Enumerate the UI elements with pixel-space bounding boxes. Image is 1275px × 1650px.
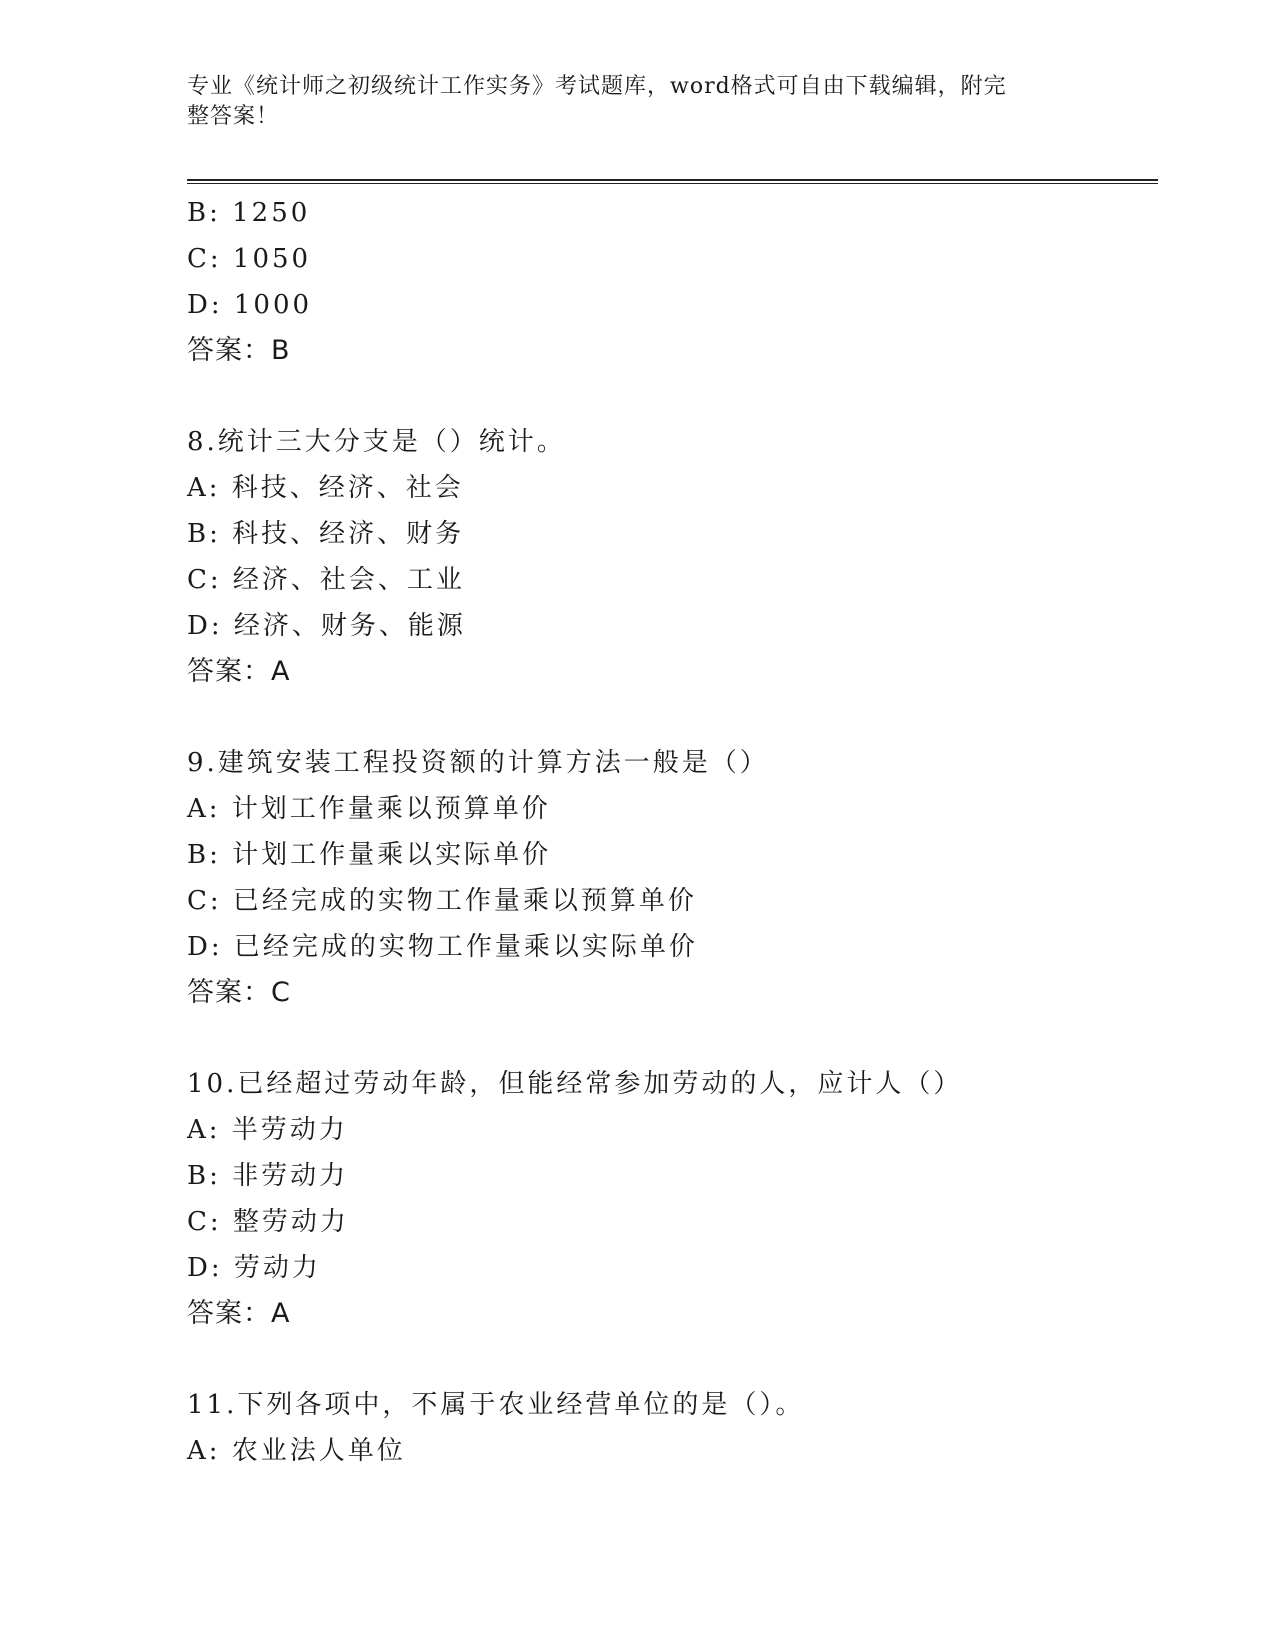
option-a: A: 科技、经济、社会 [187, 473, 464, 503]
question-block-7 [187, 190, 1147, 374]
question-list [187, 190, 1147, 1474]
question-stem: 10.已经超过劳动年龄，但能经常参加劳动的人，应计人（） [187, 1069, 963, 1099]
header-divider-thick [187, 179, 1158, 181]
answer-text: 答案：A [187, 1298, 291, 1329]
option-c: C: 1050 [187, 244, 312, 274]
option-b: B: 计划工作量乘以实际单价 [187, 840, 552, 870]
option-b: B: 非劳动力 [187, 1161, 349, 1191]
answer-text: 答案：C [187, 977, 291, 1008]
question-stem: 9.建筑安装工程投资额的计算方法一般是（） [187, 748, 769, 778]
option-c: C: 经济、社会、工业 [187, 565, 465, 595]
option-b: B: 1250 [187, 198, 311, 228]
option-c: C: 整劳动力 [187, 1207, 349, 1237]
header-line-2: 整答案！ [187, 104, 280, 129]
option-d: D: 1000 [187, 290, 313, 320]
answer-text: 答案：B [187, 335, 291, 366]
header-divider-thin [187, 183, 1158, 184]
option-a: A: 计划工作量乘以预算单价 [187, 794, 551, 824]
document-header [187, 72, 1087, 132]
option-d: D: 劳动力 [187, 1253, 321, 1283]
question-block-11 [187, 1382, 1147, 1474]
question-block-10 [187, 1061, 1147, 1337]
option-b: B: 科技、经济、财务 [187, 519, 465, 549]
option-d: D: 已经完成的实物工作量乘以实际单价 [187, 932, 698, 962]
option-a: A: 半劳动力 [187, 1115, 348, 1145]
header-line-1: 专业《统计师之初级统计工作实务》考试题库，word格式可自由下载编辑，附完 [187, 74, 1007, 99]
option-d: D: 经济、财务、能源 [187, 611, 466, 641]
question-stem: 11.下列各项中，不属于农业经营单位的是（）。 [187, 1390, 805, 1420]
question-stem: 8.统计三大分支是（）统计。 [187, 427, 566, 457]
answer-text: 答案：A [187, 656, 291, 687]
question-block-9 [187, 740, 1147, 1016]
question-block-8 [187, 419, 1147, 695]
option-a: A: 农业法人单位 [187, 1436, 406, 1466]
option-c: C: 已经完成的实物工作量乘以预算单价 [187, 886, 697, 916]
